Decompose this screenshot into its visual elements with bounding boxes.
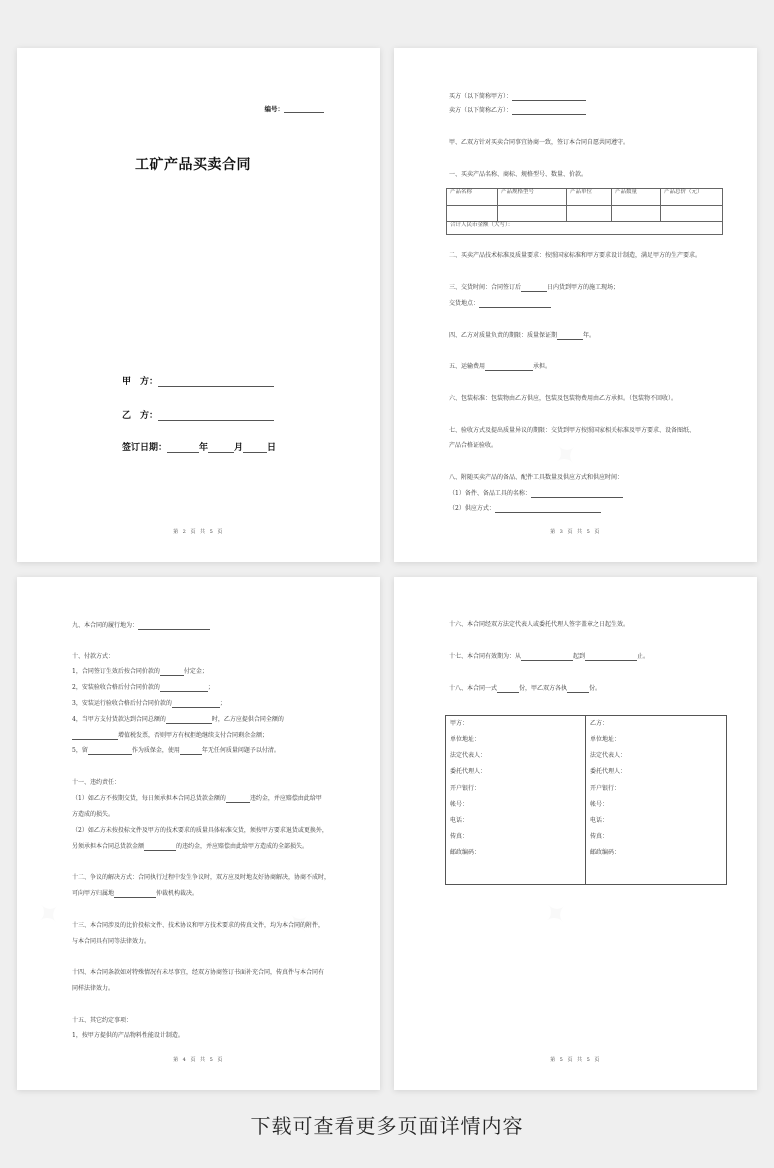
clause-3: 三、交货时间：合同签订后 日内货到甲方的施工现场；: [449, 284, 620, 291]
clause-12b: 可向甲方归属地 仲裁机构裁决。: [72, 890, 199, 897]
clause-10-5: 5，留 作为质保金，使用 年无任何质量问题予以付清。: [72, 747, 280, 754]
party-a-bank: 开户银行：: [450, 785, 481, 792]
table-header: 产品单位: [567, 189, 612, 206]
seller-line: 卖方（以下简称乙方）：: [449, 107, 586, 115]
table-total: 合计人民币金额（大写）：: [447, 222, 723, 235]
buyer-line: 买方（以下简称甲方）：: [449, 93, 586, 101]
party-a-label: 甲方：: [450, 720, 469, 727]
clause-14: 十四、本合同条款如对特殊情况有未尽事宜，经双方协商签订书面补充合同，传真件与本合同有: [72, 969, 325, 976]
clause-10-2: 2，安装验收合格后付合同价款的 ；: [72, 684, 214, 691]
clause-2: 二、买卖产品技术标准及质量要求：按照国家标准和甲方要求设计制造，满足甲方的生产要求。: [449, 252, 702, 259]
clause-10-1: 1，合同签订生效后按合同价款的 付定金；: [72, 668, 208, 675]
clause-4: 四、乙方对质量负责的期限：质量保证期 年。: [449, 332, 596, 339]
table-header: 产品总价（元）: [661, 189, 723, 206]
party-b-field: 乙 方：: [122, 408, 274, 421]
party-a-legal-rep: 法定代表人：: [450, 752, 487, 759]
page-number: 第 4 页 共 5 页: [173, 1057, 224, 1063]
clause-17: 十七、本合同有效期为：从 起到 止。: [449, 653, 650, 660]
clause-12: 十二、争议的解决方式：合同执行过程中发生争议时，双方应及时地友好协商解决，协商不成时，: [72, 874, 331, 881]
clause-13b: 与本合同具有同等法律效力。: [72, 938, 151, 945]
clause-9: 九、本合同的履行地为：: [72, 622, 210, 630]
party-b-account: 帐号：: [590, 801, 609, 808]
clause-10-3: 3，安装运行验收合格后付合同价款的 ；: [72, 700, 226, 707]
clause-6: 六、包装标准：包装物由乙方供应，包装及包装物费用由乙方承担。（包装物不回收）。: [449, 395, 678, 402]
party-b-fax: 传真：: [590, 833, 609, 840]
clause-16: 十六、本合同经双方法定代表人或委托代理人签字盖章之日起生效。: [449, 621, 630, 628]
clause-14b: 同样法律效力。: [72, 985, 115, 992]
signature-table: [445, 715, 727, 885]
page-number: 第 5 页 共 5 页: [550, 1057, 601, 1063]
contract-page-3: [394, 48, 757, 562]
clause-8: 八、附随买卖产品的备品、配件工具数量及供应方式和供应时间：: [449, 474, 624, 481]
party-b-bank: 开户银行：: [590, 785, 621, 792]
clause-10-4b: 增值税发票，否则甲方有权拒绝继续支付合同剩余金额；: [72, 732, 268, 740]
clause-11: 十一、违约责任：: [72, 779, 121, 786]
watermark: [536, 893, 578, 936]
watermark: [546, 434, 588, 477]
clause-8-1: （1）备件、备品工具的名称：: [449, 490, 623, 498]
download-more-caption: 下载可查看更多页面详情内容: [250, 1114, 524, 1138]
table-header: 产品规格型号: [498, 189, 567, 206]
contract-number-field: [265, 104, 325, 113]
clause-15: 十五、其它约定事项：: [72, 1017, 133, 1024]
clause-7b: 产品合格证验收。: [449, 442, 498, 449]
contract-page-2: [17, 48, 380, 562]
page-number: 第 2 页 共 5 页: [173, 529, 224, 535]
party-a-fax: 传真：: [450, 833, 469, 840]
party-b-column: [586, 716, 725, 884]
clause-18: 十八、本合同一式 份，甲乙双方各执 份。: [449, 685, 602, 692]
party-a-postcode: 邮政编码：: [450, 849, 481, 856]
clause-1: 一、买卖产品名称、商标、规格型号、数量、价款。: [449, 171, 588, 178]
clause-11-2b: 另须承担本合同总货款金额 的违约金，并应赔偿由此给甲方造成的全部损失。: [72, 843, 309, 850]
party-b-legal-rep: 法定代表人：: [590, 752, 627, 759]
clause-11-1: （1）如乙方不按期交货，每日须承担本合同总货款金额的 违约金，并应赔偿由此给甲: [72, 795, 322, 802]
table-header: 产品名称: [447, 189, 498, 206]
party-b-agent: 委托代理人：: [590, 768, 627, 775]
contract-title: 工矿产品买卖合同: [135, 157, 251, 173]
clause-3-place: 交货地点：: [449, 300, 551, 308]
party-a-agent: 委托代理人：: [450, 768, 487, 775]
party-b-label: 乙方：: [590, 720, 609, 727]
sign-date-field: 签订日期： 年 月 日: [122, 443, 277, 453]
clause-11-1b: 方造成的损失。: [72, 811, 115, 818]
party-a-address: 单位地址：: [450, 736, 481, 743]
intro-text: 甲、乙双方针对买卖合同事宜协商一致，签订本合同自愿共同遵守。: [449, 139, 630, 146]
clause-10-4: 4，当甲方支付货款达到合同总额的 时，乙方应提供合同全额的: [72, 716, 284, 723]
party-b-postcode: 邮政编码：: [590, 849, 621, 856]
clause-15-1: 1，按甲方提供的产品物料性能设计制造。: [72, 1032, 184, 1039]
clause-11-2: （2）如乙方未按投标文件及甲方的技术要求的质量具体标准交货，须按甲方要求退货或更换外，: [72, 827, 328, 834]
contract-page-4: [17, 577, 380, 1090]
clause-8-2: （2）供应方式：: [449, 505, 601, 513]
clause-13: 十三、本合同涉及的比价投标文件、技术协议和甲方技术要求的传真文件，均为本合同的附件，: [72, 922, 325, 929]
clause-10: 十、付款方式：: [72, 653, 115, 660]
clause-7: 七、验收方式及提出质量异议的期限：交货到甲方按照国家相关标准及甲方要求、设备图纸、: [449, 427, 696, 434]
party-a-account: 帐号：: [450, 801, 469, 808]
party-a-column: [446, 716, 585, 884]
party-b-address: 单位地址：: [590, 736, 621, 743]
party-a-phone: 电话：: [450, 817, 469, 824]
watermark: [29, 893, 71, 936]
party-a-field: 甲 方：: [122, 374, 274, 387]
table-header: 产品数量: [612, 189, 661, 206]
product-table: [446, 188, 723, 235]
contract-page-5: [394, 577, 757, 1090]
page-number: 第 3 页 共 5 页: [550, 529, 601, 535]
contract-number-label: 编号：: [264, 105, 284, 113]
clause-5: 五、运输费用 承担。: [449, 363, 552, 370]
party-b-phone: 电话：: [590, 817, 609, 824]
